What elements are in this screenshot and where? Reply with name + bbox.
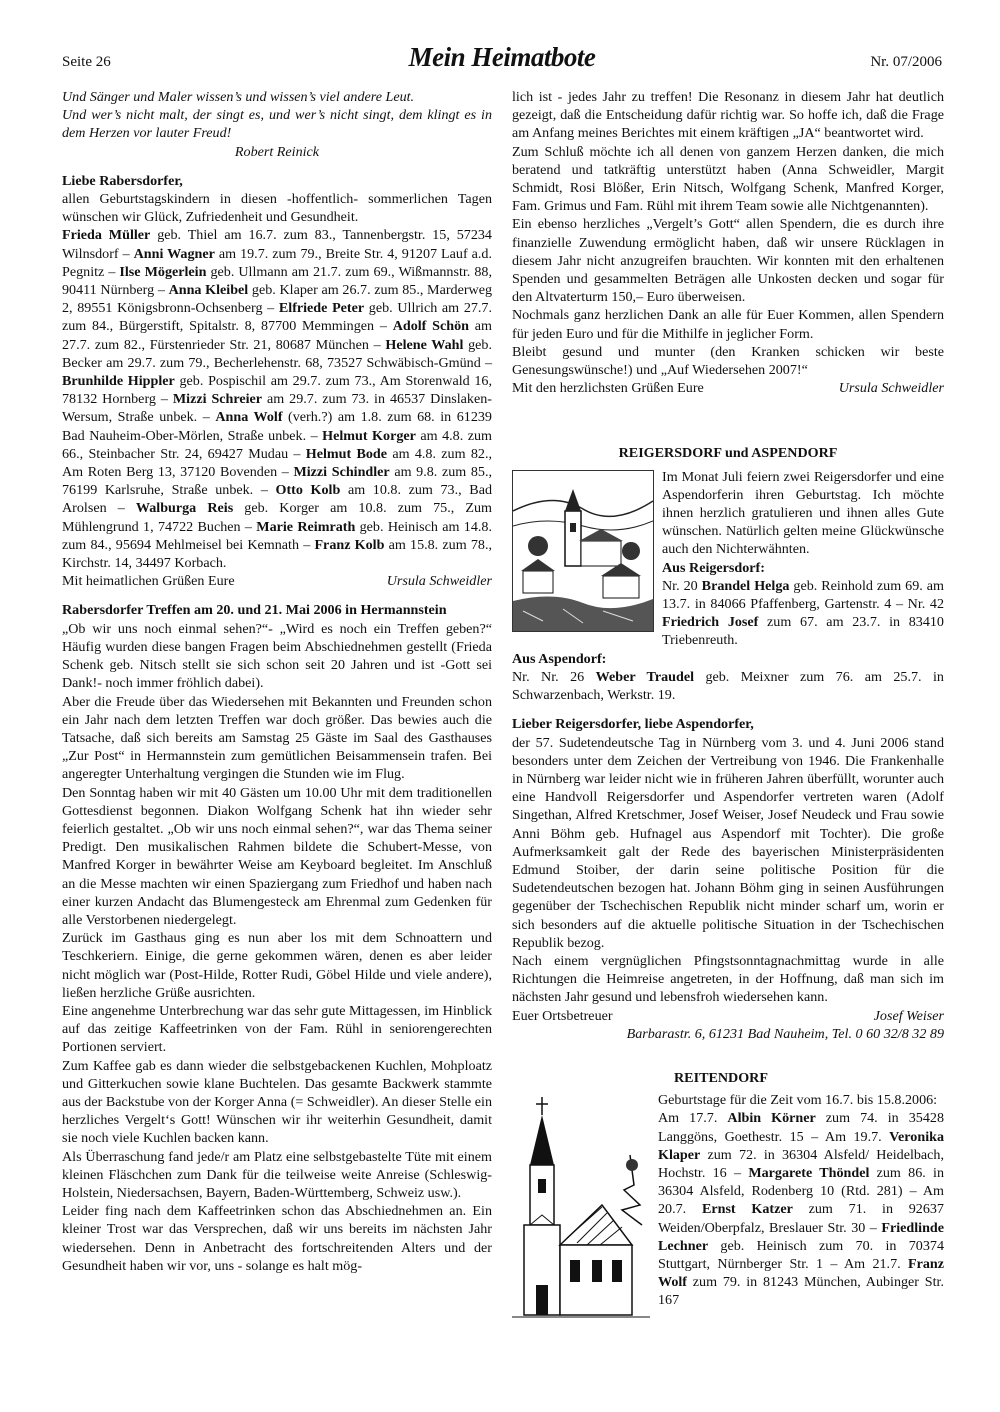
person-name: Elfriede Peter	[278, 300, 365, 317]
text-run: Nr. Nr. 26	[512, 668, 596, 685]
masthead-title: Mein Heimatbote	[408, 42, 596, 72]
birthday-details: am 27.7. zum 82., Fürstenrieder Str. 21, 80687 München –	[62, 318, 493, 353]
person-name: Mizzi Schreier	[172, 391, 263, 408]
article-paragraph: Zum Kaffee gab es dann wieder die selbstgebackenen Kuchlen, Mohploatz und Gitterkuchen sowie klane Buchtelen. Das gesamte Backwerk stammte aus der Backstube von der Korger Anna (= Schweidler). An dieser Stelle ein herzliches Vergelt‘s Gott! Wünschen wir ihr weiterhin Gesundheit, damit sie noch viele Kuchlen backen kann.	[62, 1057, 492, 1147]
article-paragraph: Zurück im Gasthaus ging es nun aber los mit dem Schnoattern und Teschkeriern. Einige, die gerne gekommen wären, denen es aber leider nicht möglich war (Post-Hilde, Rotter Rudi, Göbel Hilde und viele andere), ließen herzliche Grüße ausrichten.	[62, 930, 492, 1001]
birthday-list	[62, 226, 492, 572]
person-name: Friedrich Josef	[662, 614, 759, 631]
person-name: Veronika Klaper	[658, 1128, 944, 1163]
person-name: Anna Wolf	[215, 409, 283, 426]
birthday-details: am 19.7. zum 79., Breite Str. 4, 91207 Lauf a.d. Pegnitz –	[62, 245, 492, 280]
article-paragraph: „Ob wir uns noch einmal sehen?“- „Wird es noch ein Treffen geben?“ Häufig wurden diese bangen Fragen beim Abschiednehmen gestellt (Frieda Schenk geb. Nitsch stellt sie sich schon seit 20 Jahren und ist -Gott sei Dank!- noch immer fröhlich dabei).	[62, 620, 492, 692]
left-column	[62, 88, 492, 1275]
person-name: Anna Kleibel	[168, 282, 249, 299]
birthday-details: zum 72. in 36304 Alsfeld/ Heidelbach, Hochstr. 16 –	[658, 1146, 944, 1181]
birthday-details: geb. Becker am 29.7. zum 79., Becherlehenstr. 68, 73527 Schwäbisch-Gmünd –	[62, 336, 492, 371]
person-name: Helmut Bode	[305, 445, 388, 462]
weiser-address: Barbarastr. 6, 61231 Bad Nauheim, Tel. 0 60 32/8 32 89	[626, 1025, 944, 1042]
birthday-details: Am 17.7.	[658, 1110, 728, 1127]
signature-name: Ursula Schweidler	[386, 573, 492, 590]
aus-reigersdorf-label: Aus Reigersdorf:	[662, 559, 765, 576]
greeting-text: allen Geburtstagskindern in diesen -hoffentlich- sommerlichen Tagen wünschen wir Glück, Zufriedenheit und Gesundheit.	[62, 191, 492, 226]
article-paragraph: Ein ebenso herzliches „Vergelt’s Gott“ allen Spendern, die es durch ihre finanzielle Zuwendung ermöglicht haben, daß wir unsere Rücklagen in diesem Jahr nicht anzugreifen brauchten. Wir konnten mit den erhaltenen Spenden und gesammelten Beträgen alle Unkosten decken und sogar für den Altvaterturm 150,– Euro überweisen.	[512, 216, 944, 306]
article-paragraph: Nochmals ganz herzlichen Dank an alle für Euer Kommen, allen Spendern für jeden Euro und für die Mithilfe in jeglicher Form.	[512, 307, 944, 342]
person-name: Helene Wahl	[385, 336, 464, 353]
church-illustration	[512, 1095, 650, 1330]
treffen-heading: Rabersdorfer Treffen am 20. und 21. Mai 2006 in Hermannstein	[62, 602, 447, 619]
signature-text: Mit heimatlichen Grüßen Eure	[62, 573, 235, 590]
article-paragraph: lich ist - jedes Jahr zu treffen! Die Resonanz in diesem Jahr hat deutlich gezeigt, daß die Entscheidung dafür richtig war. So hoffe ich, daß die Frage am Anfang meines Berichtes mit einem kräftigen „JA“ beantwortet wird.	[512, 89, 944, 142]
birthday-details: am 4.8. zum 66., Steinbacher Str. 24, 69427 Mudau –	[62, 427, 492, 462]
birthday-details: zum 79. in 81243 München, Aubinger Str. 167	[658, 1274, 944, 1309]
poem-author: Robert Reinick	[234, 143, 320, 160]
person-name: Franz Wolf	[658, 1255, 944, 1291]
weiser-signature-line	[512, 1007, 944, 1025]
birthday-details: geb. Pospischil am 29.7. zum 73., Am Storenwald 16, 78132 Hornberg –	[62, 373, 492, 408]
article-paragraph: Eine angenehme Unterbrechung war das sehr gute Mittagessen, im Hinblick auf das zeitige Kaffeetrinken von der Fam. Rühl in seniorengerechten Portionen serviert.	[62, 1002, 492, 1056]
birthday-details: geb. Heinisch zum 70. in 70374 Stuttgart, Nürnberger Str. 1 – Am 21.7.	[658, 1237, 944, 1272]
person-name: Ilse Mögerlein	[119, 263, 207, 280]
article-paragraph: Den Sonntag haben wir mit 40 Gästen um 10.00 Uhr mit dem traditionellen Gottesdienst begonnen. Diakon Wolfgang Schenk hat ihn wieder sehr feierlich gestaltet. „Ob wir uns noch einmal sehen?“, war das Thema seiner Predigt. Den musikalischen Rahmen bildete die Schubert-Messe, von Manfred Korger in bewährter Weise am Keyboard begleitet. Im Anschluß an die Messe machten wir einen Spaziergang zum Friedhof und haben nach einer kurzen Andacht das Blumengesteck am Ehrenmal zum Gedenken für alle Verstorbenen niedergelegt.	[62, 784, 492, 928]
birthday-details: am 4.8. zum 82., Am Roten Berg 13, 37120 Bovenden –	[62, 445, 492, 481]
page-header	[62, 42, 942, 76]
issue-number: Nr. 07/2006	[870, 54, 942, 70]
birthday-details: zum 86. in 36304 Alsfeld, Rodenberg 10 (Rtd. 281) – Am 20.7.	[658, 1164, 944, 1218]
right-column	[512, 88, 944, 1332]
article-paragraph: Zum Schluß möchte ich all denen von ganzem Herzen danken, die mich beratend und tatkräftig unterstützt haben (Anna Schweidler, Margit Schmidt, Rosi Blößer, Erin Nitsch, Wolfgang Schenk, Manfred Korger, Fam. Grimus und Fam. Rühl mit ihrem Team sowie alle Nichtgenannten).	[512, 143, 944, 215]
poem-line: Und Sänger und Maler wissen’s und wissen’s viel andere Leut.	[62, 89, 415, 105]
signature-name: Ursula Schweidler	[838, 380, 944, 397]
signature-text: Mit den herzlichsten Grüßen Eure	[512, 380, 704, 397]
person-name: Margarete Thöndel	[748, 1164, 870, 1181]
birthday-details: geb. Heinisch am 14.8. zum 84., 95694 Mehlmeisel bei Kemnath –	[62, 518, 492, 553]
reitendorf-heading: REITENDORF	[674, 1069, 768, 1086]
treffen-article	[62, 620, 492, 1275]
person-name: Brandel Helga	[701, 577, 790, 594]
person-name: Marie Reimrath	[256, 518, 356, 535]
birthday-details: geb. Ullmann am 21.7. zum 69., Wißmannstr. 88, 90411 Nürnberg –	[62, 263, 492, 299]
birthday-details: geb. Korger am 10.8. zum 75., Zum Mühlengrund 1, 74722 Buchen –	[62, 500, 492, 535]
person-name: Albin Körner	[727, 1110, 816, 1127]
article-paragraph: Als Überraschung fand jede/r am Platz eine selbstgebastelte Tüte mit einem kleinen Fläschchen zum Dank für die teilweise weite Anreise (Schleswig-Holstein, Niedersachsen, Bayern, Baden-Württemberg, Schweiz usw.).	[62, 1148, 492, 1201]
person-name: Ernst Katzer	[701, 1201, 793, 1218]
person-name: Otto Kolb	[275, 482, 341, 499]
person-name: Walburga Reis	[135, 500, 234, 517]
text-run: geb. Meixner zum 76. am 25.7. in Schwarzenbach, Werkstr. 19.	[512, 668, 944, 704]
birthday-details: am 29.7. zum 73. in 46537 Dinslaken-Wersum, Straße unbek. –	[62, 391, 492, 426]
person-name: Mizzi Schindler	[293, 464, 390, 481]
birthday-details: am 15.8. zum 78., Kirchstr. 14, 34497 Korbach.	[62, 536, 492, 572]
page-number: Seite 26	[62, 54, 111, 70]
text-run: geb. Reinhold zum 69. am 13.7. in 84066 Pfaffenberg, Gartenstr. 4 – Nr. 42	[662, 577, 944, 613]
lieber-paragraph: der 57. Sudetendeutsche Tag in Nürnberg vom 3. und 4. Juni 2006 stand besonders unter dem Zeichen der Vertreibung von 1946. Die Frankenhalle in Nürnberg war leider nicht wie in früheren Jahren überfüllt, worunter auch eine Handvoll Reigersdorfer und Aspendorfer vertreten waren (Adolf Singethan, Alfred Kretschmer, Josef Weiser, Josef Neudeck und Frau sowie Anni Böhm geb. Hufnagel aus Aspendorf mit Tochter). Die große Aufmerksamkeit galt der Rede des bayerischen Ministerpräsidenten Edmund Stoiber, der darin seine politische Position für die Sudetendeutschen bezogen hat. Johann Böhm ging in seinen Ausführungen gegenüber der Tschechischen Republik nicht minder scharf um, worin er sich besonders auf die aktuelle politische Situation in der Tschechischen Republik bezog.	[512, 734, 944, 951]
birthday-details: (verh.?) am 1.8. zum 68. in 61239 Bad Nauheim-Ober-Mörlen, Straße unbek. –	[62, 409, 492, 444]
aspendorf-birthdays	[512, 668, 944, 704]
birthday-details: geb. Thiel am 16.7. zum 83., Tannenbergstr. 15, 57234 Wilnsdorf –	[62, 227, 492, 262]
article-paragraph: Bleibt gesund und munter (den Kranken schicken wir beste Genesungswünsche!) und „Auf Wiedersehen 2007!“	[512, 343, 944, 379]
person-name: Adolf Schön	[392, 318, 469, 335]
birthday-details: zum 74. in 35428 Langgöns, Goethestr. 15 – Am 19.7.	[658, 1110, 944, 1145]
cont-signature-line	[512, 379, 944, 397]
person-name: Helmut Korger	[322, 427, 416, 444]
signature-name: Josef Weiser	[873, 1007, 944, 1024]
reigersdorf-heading: REIGERSDORF und ASPENDORF	[618, 445, 838, 462]
reitendorf-intro: Geburtstage für die Zeit vom 16.7. bis 15.8.2006:	[658, 1092, 938, 1109]
signature-line	[62, 572, 492, 590]
lieber-heading: Lieber Reigersdorfer, liebe Aspendorfer,	[512, 716, 754, 733]
person-name: Weber Traudel	[595, 668, 695, 685]
birthday-details: am 10.8. zum 73., Bad Arolsen –	[62, 482, 492, 517]
text-run: Nr. 20	[662, 577, 702, 594]
birthday-details: am 9.8. zum 85., 76199 Karlsruhe, Straße unbek. –	[62, 464, 492, 499]
text-run: zum 67. am 23.7. in 83410 Triebenreuth.	[662, 614, 944, 649]
birthday-details: geb. Ullrich am 27.7. zum 84., Bürgerstift, Spitalstr. 8, 87700 Memmingen –	[62, 300, 493, 335]
person-name: Anni Wagner	[133, 245, 215, 262]
lieber-paragraph: Nach einem vergnüglichen Pfingstsonntagnachmittag wurde in alle Richtungen die Heimreise angetreten, in der Hoffnung, daß man sich im nächsten Jahr gesund und lebensfroh wiedersehen kann.	[512, 952, 944, 1006]
article-paragraph: Aber die Freude über das Wiedersehen mit Bekannten und Freunden schon ein Jahr nach dem letzten Treffen war doch größer. Das bewies auch die Tatsache, daß sich bereits am Samstag 25 Gäste im Saal des Gasthauses „Zur Post“ in Hermannstein zum gemütlichen Beisammensein trafen. Bei angeregter Unterhaltung vergingen die Stunden wie im Flug.	[62, 693, 492, 783]
article-paragraph: Leider fing nach dem Kaffeetrinken schon das Abschiednehmen an. Ein kleiner Trost war das Versprechen, daß wir uns bereits im nächsten Jahr wiedersehen. Denn in Anbetracht des fortschreitenden Alters und der Gesundheit haben wir vor, uns - solange es halt mög-	[62, 1203, 492, 1274]
greeting-heading: Liebe Rabersdorfer,	[62, 172, 183, 189]
person-name: Brunhilde Hippler	[62, 373, 175, 390]
person-name: Friedlinde Lechner	[658, 1219, 944, 1254]
reigersdorf-intro: Im Monat Juli feiern zwei Reigersdorfer und eine Aspendorferin ihren Geburtstag. Ich möchte ihnen herzlich gratulieren und ihnen alles Gute wünschen. Natürlich gelten meine Glückwünsche auch den Nichterwähnten.	[662, 468, 944, 558]
signature-text: Euer Ortsbetreuer	[512, 1007, 613, 1024]
village-illustration	[512, 470, 654, 632]
aus-aspendorf-label: Aus Aspendorf:	[512, 650, 607, 667]
poem-line: Und wer’s nicht malt, der singt es, und wer’s nicht singt, dem klingt es in dem Herzen vor lauter Freud!	[62, 107, 492, 142]
person-name: Frieda Müller	[62, 227, 151, 244]
person-name: Franz Kolb	[314, 536, 385, 553]
birthday-details: zum 71. in 92637 Weiden/Oberpfalz, Breslauer Str. 30 –	[658, 1201, 944, 1236]
treffen-article-continued	[512, 88, 944, 379]
birthday-details: geb. Klaper am 26.7. zum 85., Marderweg 2, 89551 Königsbronn-Ochsenberg –	[62, 282, 493, 317]
